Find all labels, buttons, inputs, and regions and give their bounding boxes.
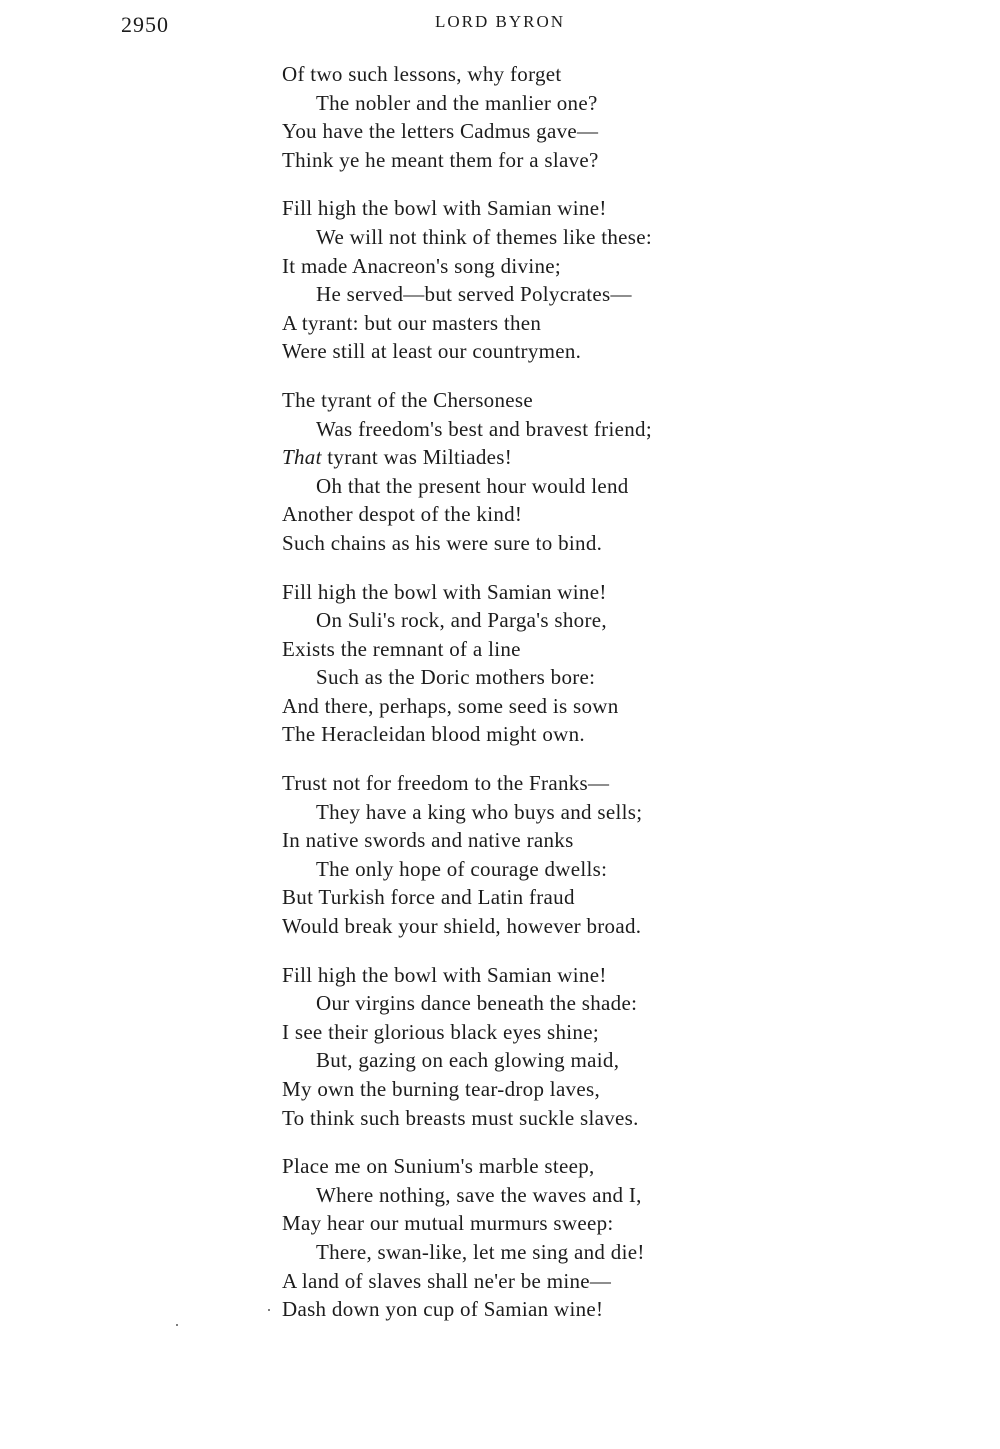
poem-line: A land of slaves shall ne'er be mine—: [282, 1268, 612, 1293]
poem-line: Fill high the bowl with Samian wine!: [282, 962, 607, 987]
poem-line: Such as the Doric mothers bore:: [316, 665, 596, 690]
poem-line-text: tyrant was Miltiades!: [321, 445, 513, 470]
poem-line: Was freedom's best and bravest friend;: [316, 416, 652, 441]
poem-line: [282, 443, 842, 472]
page-number: 2950: [121, 12, 169, 37]
poem-line: To think such breasts must suckle slaves.: [282, 1105, 639, 1130]
poem-line: Oh that the present hour would lend: [316, 473, 629, 498]
poem-line: Would break your shield, however broad.: [282, 914, 642, 939]
stanza-1: [282, 60, 842, 174]
poem-line: You have the letters Cadmus gave—: [282, 119, 599, 144]
stanza-5: [282, 769, 842, 941]
stanza-6: [282, 961, 842, 1133]
poem-line: Dash down yon cup of Samian wine!: [282, 1297, 604, 1322]
poem-line: Another despot of the kind!: [282, 502, 523, 527]
stanza-7: [282, 1152, 842, 1324]
stanza-2: [282, 194, 842, 366]
scan-speck: [176, 1324, 178, 1326]
poem-line: I see their glorious black eyes shine;: [282, 1019, 599, 1044]
poem-line: A tyrant: but our masters then: [282, 310, 542, 335]
poem-line: Such chains as his were sure to bind.: [282, 530, 603, 555]
poem-line: The only hope of courage dwells:: [316, 856, 608, 881]
scan-speck: [268, 1309, 270, 1311]
poem-line: Were still at least our countrymen.: [282, 339, 582, 364]
running-head: LORD BYRON: [434, 12, 566, 31]
poem-line: He served—but served Polycrates—: [316, 282, 632, 307]
stanza-4: [282, 578, 842, 750]
poem-line: Where nothing, save the waves and I,: [316, 1182, 642, 1207]
poem-line: Fill high the bowl with Samian wine!: [282, 196, 607, 221]
poem-line: Place me on Sunium's marble steep,: [282, 1154, 595, 1179]
poem-line: The nobler and the manlier one?: [316, 90, 598, 115]
poem-line: Think ye he meant them for a slave?: [282, 147, 599, 172]
stanza-3: [282, 386, 842, 558]
poem-line: There, swan-like, let me sing and die!: [316, 1239, 645, 1264]
poem-line: May hear our mutual murmurs sweep:: [282, 1211, 614, 1236]
poem-line: But, gazing on each glowing maid,: [316, 1048, 620, 1073]
poem-line: In native swords and native ranks: [282, 828, 574, 853]
poem-line: Trust not for freedom to the Franks—: [282, 771, 610, 796]
poem-line: Our virgins dance beneath the shade:: [316, 991, 638, 1016]
poem-line: Of two such lessons, why forget: [282, 62, 562, 86]
poem-line: It made Anacreon's song divine;: [282, 253, 562, 278]
poem-body: [282, 60, 842, 1344]
poem-line: My own the burning tear-drop laves,: [282, 1077, 601, 1101]
poem-line: Fill high the bowl with Samian wine!: [282, 579, 607, 604]
poem-line: On Suli's rock, and Parga's shore,: [316, 608, 607, 633]
poem-line: They have a king who buys and sells;: [316, 799, 643, 824]
poem-line: The Heracleidan blood might own.: [282, 722, 585, 747]
poem-line: But Turkish force and Latin fraud: [282, 885, 575, 910]
poem-line: The tyrant of the Chersonese: [282, 387, 533, 412]
poem-line: We will not think of themes like these:: [316, 224, 653, 249]
poem-line: Exists the remnant of a line: [282, 636, 521, 661]
italic-emphasis: That: [282, 445, 322, 470]
poem-line: And there, perhaps, some seed is sown: [282, 693, 619, 718]
